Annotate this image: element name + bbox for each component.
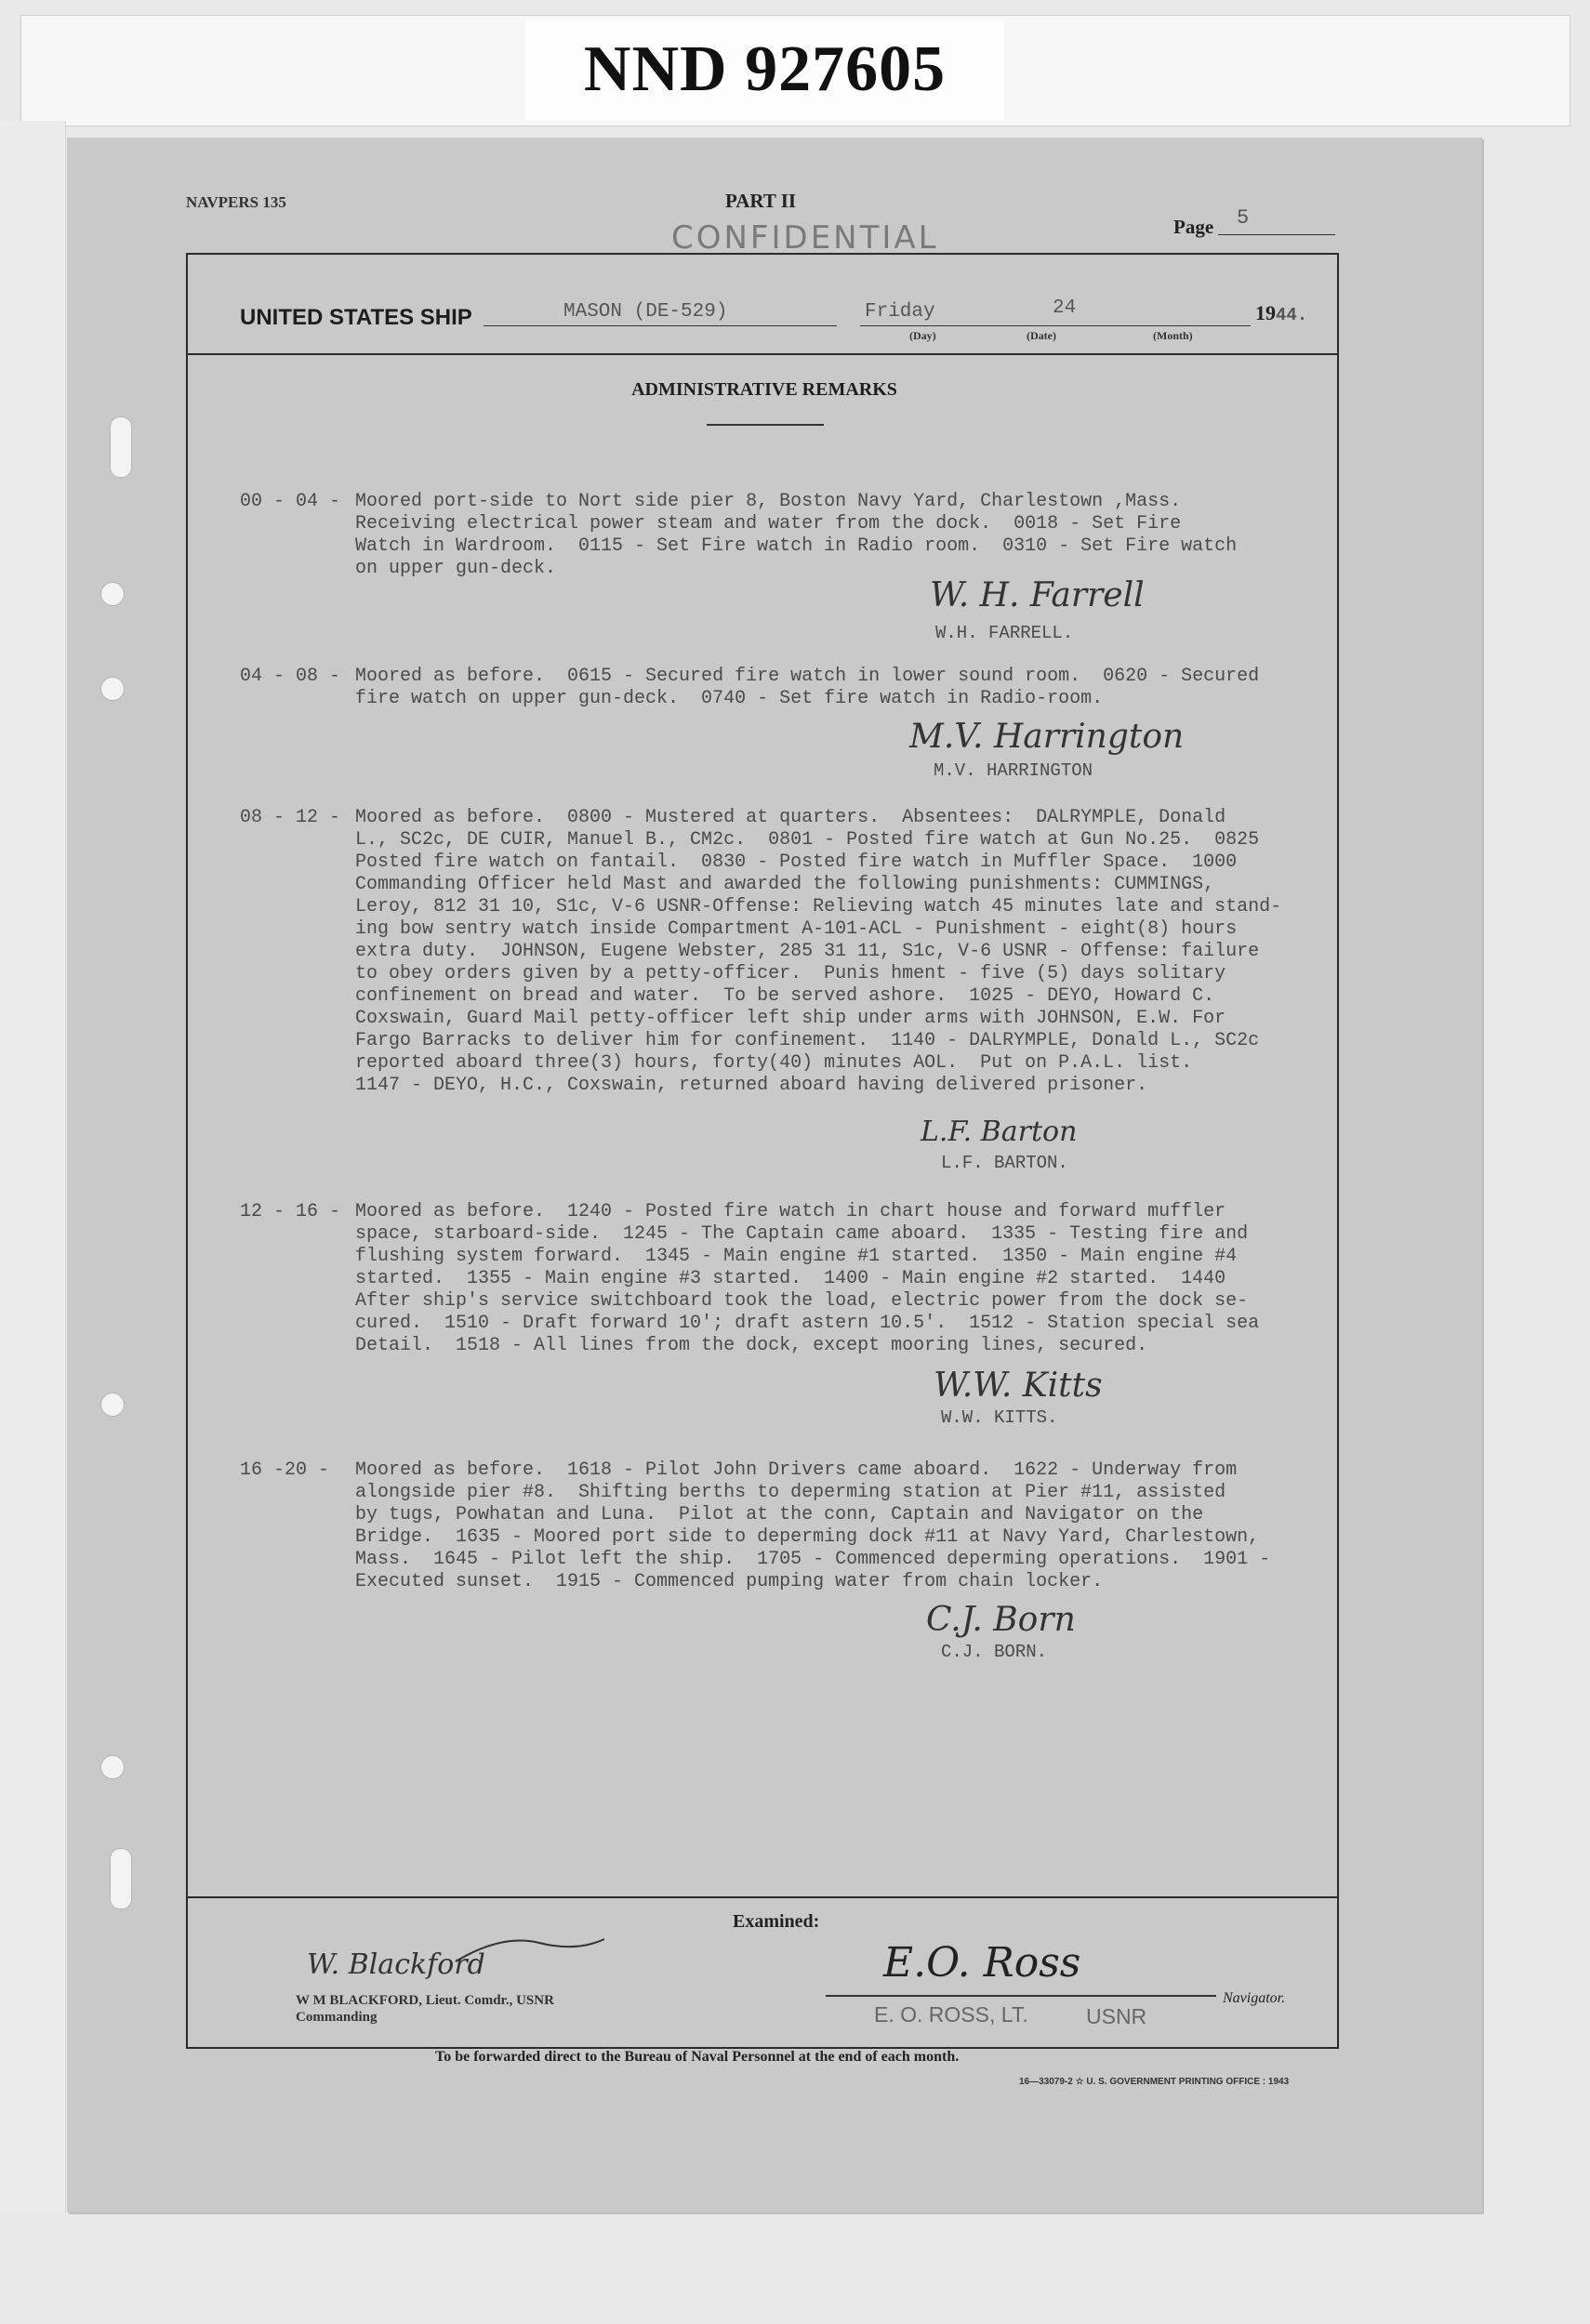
watch-period: 12 - 16 - bbox=[240, 1201, 341, 1222]
signature-flourish bbox=[446, 1924, 614, 1980]
officer-name: C.J. BORN. bbox=[941, 1642, 1048, 1662]
log-entry-12-16 bbox=[240, 1201, 1434, 1357]
year-suffix: 44. bbox=[1276, 305, 1308, 325]
officer-name: W.H. FARRELL. bbox=[935, 623, 1074, 643]
binder-slot bbox=[110, 1848, 132, 1909]
ship-name: MASON (DE-529) bbox=[563, 301, 728, 323]
header-rule bbox=[186, 353, 1338, 355]
navigator-service: USNR bbox=[1086, 2004, 1147, 2028]
examined-label: Examined: bbox=[733, 1911, 820, 1932]
part-label: PART II bbox=[725, 190, 797, 212]
footer-rule bbox=[186, 1896, 1338, 1898]
entry-text: Moored as before. 1240 - Posted fire watch in chart house and forward muffler space, starboard-side. 1245 - The Captain came aboard. 1335 - Testing fire and flushing system forward. 1345 - Main engine #1 started. 1350 - Main engine #4 started. 1355 - Main engine #3 started. 1400 - Main engine #2 started. 1440 After ship's service switchboard took the load, electric power from the dock se- cured. 1510 - Draft forward 10'; draft astern 10.5'. 1512 - Station special sea Detail. 1518 - All lines from the dock, except mooring lines, secured. bbox=[355, 1201, 1260, 1356]
log-entry-00-04 bbox=[240, 491, 1434, 580]
section-title-rule bbox=[707, 424, 824, 426]
officer-signature: W.W. Kitts bbox=[934, 1367, 1103, 1405]
year-field bbox=[1255, 301, 1307, 325]
day-value: Friday bbox=[865, 301, 935, 323]
binder-hole bbox=[100, 677, 125, 701]
officer-signature: W. H. Farrell bbox=[930, 576, 1145, 614]
month-caption: (Month) bbox=[1153, 329, 1193, 342]
log-entry-16-20 bbox=[240, 1459, 1434, 1593]
officer-signature: C.J. Born bbox=[926, 1601, 1076, 1639]
page-label: Page bbox=[1173, 216, 1214, 238]
day-caption: (Day) bbox=[909, 329, 936, 342]
commanding-officer-title: Commanding bbox=[296, 2010, 378, 2025]
printing-office-note: 16—33079-2 ☆ U. S. GOVERNMENT PRINTING OFFICE : 1943 bbox=[1019, 2077, 1290, 2087]
ship-name-line bbox=[484, 325, 837, 326]
year-prefix: 19 bbox=[1255, 301, 1276, 324]
forwarding-note: To be forwarded direct to the Bureau of Naval Personnel at the end of each month. bbox=[435, 2049, 960, 2065]
date-caption: (Date) bbox=[1027, 329, 1056, 342]
commanding-officer-name: W M BLACKFORD, Lieut. Comdr., USNR bbox=[296, 1993, 554, 2008]
watch-period: 16 -20 - bbox=[240, 1459, 330, 1481]
backing-strip bbox=[0, 121, 66, 2212]
watch-period: 00 - 04 - bbox=[240, 491, 341, 512]
officer-name: W.W. KITTS. bbox=[941, 1407, 1058, 1428]
navigator-name: E. O. ROSS, LT. bbox=[874, 2002, 1028, 2027]
entry-text: Moored port-side to Nort side pier 8, Boston Navy Yard, Charlestown ,Mass. Receiving electrical power steam and water from the dock. 0018 - Set Fire Watch in Wardroom. 0115 - Set Fire watch in Radio room. 0310 - Set Fire watch on upper gun-deck. bbox=[355, 491, 1238, 579]
form-number: NAVPERS 135 bbox=[186, 193, 286, 211]
log-entry-04-08 bbox=[240, 666, 1434, 710]
navigator-sign-line bbox=[826, 1995, 1216, 1997]
watch-period: 04 - 08 - bbox=[240, 666, 341, 687]
date-value: 24 bbox=[1053, 297, 1077, 319]
binder-hole bbox=[100, 1393, 125, 1417]
page-fill-line bbox=[1218, 234, 1335, 235]
binder-hole bbox=[100, 1755, 125, 1779]
ship-label: UNITED STATES SHIP bbox=[240, 305, 472, 330]
entry-text: Moored as before. 1618 - Pilot John Drivers came aboard. 1622 - Underway from alongside pier #8. Shifting berths to deperming station at Pier #11, assisted by tugs, Powhatan and Luna. Pilot at the conn, Captain and Navigator on the Bridge. 1635 - Moored port side to deperming dock #11 at Navy Yard, Charlestown, Mass. 1645 - Pilot left the ship. 1705 - Commenced deperming operations. 1901 - Executed sunset. 1915 - Commenced pumping water from chain locker. bbox=[355, 1459, 1271, 1592]
entry-text: Moored as before. 0615 - Secured fire watch in lower sound room. 0620 - Secured fire watch on upper gun-deck. 0740 - Set fire watch in Radio-room. bbox=[355, 666, 1260, 709]
watch-period: 08 - 12 - bbox=[240, 807, 341, 828]
day-line bbox=[860, 325, 1251, 326]
officer-signature: L.F. Barton bbox=[921, 1116, 1078, 1148]
entry-text: Moored as before. 0800 - Mustered at quarters. Absentees: DALRYMPLE, Donald L., SC2c, DE CUIR, Manuel B., CM2c. 0801 - Posted fire watch at Gun No.25. 0825 Posted fire watch on fantail. 0830 - Posted fire watch in Muffler Space. 1000 Commanding Officer held Mast and awarded the following punishments: CUMMINGS, Leroy, 812 31 10, S1c, V-6 USNR-Offense: Relieving watch 45 minutes late and stand- ing bow sentry watch inside Compartment A-101-ACL - Punishment - eight(8) hours extra duty. JOHNSON, Eugene Webster, 285 31 11, S1c, V-6 USNR - Offense: failure to obey orders given by a petty-officer. Punis hment - five (5) days solitary confinement on bread and water. To be served ashore. 1025 - DEYO, Howard C. Coxswain, Guard Mail petty-officer left ship under arms with JOHNSON, E.W. For Fargo Barracks to deliver him for confinement. 1140 - DALRYMPLE, Donald L., SC2c reported aboard three(3) hours, forty(40) minutes AOL. Put on P.A.L. list. 1147 - DEYO, H.C., Coxswain, returned aboard having delivered prisoner. bbox=[355, 807, 1282, 1096]
navigator-signature: E.O. Ross bbox=[883, 1939, 1081, 1987]
log-entry-08-12 bbox=[240, 807, 1434, 1097]
page-number: 5 bbox=[1237, 206, 1250, 230]
officer-name: M.V. HARRINGTON bbox=[934, 760, 1093, 781]
binder-slot bbox=[110, 416, 132, 478]
section-title: ADMINISTRATIVE REMARKS bbox=[631, 379, 897, 400]
classification-stamp: CONFIDENTIAL bbox=[671, 219, 939, 257]
officer-signature: M.V. Harrington bbox=[909, 718, 1185, 756]
commanding-signature: W. Blackford bbox=[307, 1948, 485, 1981]
officer-name: L.F. BARTON. bbox=[941, 1153, 1068, 1173]
archive-label: NND 927605 bbox=[525, 19, 1004, 121]
binder-hole bbox=[100, 582, 125, 606]
navigator-label: Navigator. bbox=[1223, 1990, 1286, 2006]
